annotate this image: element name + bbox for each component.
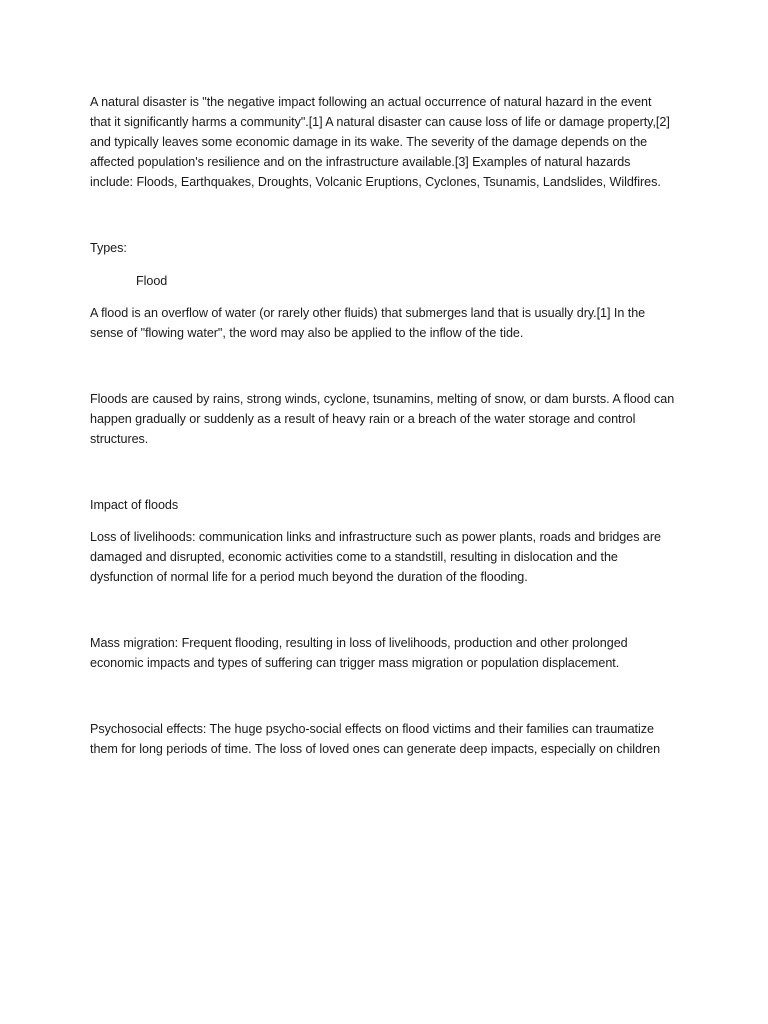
document-body bbox=[90, 92, 675, 759]
impact-psychosocial-paragraph: Psychosocial effects: The huge psycho-social effects on flood victims and their families can traumatize them for long periods of time. The loss of loved ones can generate deep impacts, especially on children bbox=[90, 722, 661, 756]
intro-paragraph: A natural disaster is "the negative impact following an actual occurrence of natural hazard in the event that it significantly harms a community".[1] A natural disaster can cause loss of life or damage property,[2] and typically leaves some economic damage in its wake. The severity of the damage depends on the affected population's resilience and on the infrastructure available.[3] Examples of natural hazards include: Floods, Earthquakes, Droughts, Volcanic Eruptions, Cyclones, Tsunamis, Landslides, Wildfires. bbox=[90, 95, 670, 189]
impact-heading: Impact of floods bbox=[90, 498, 179, 512]
flood-causes-paragraph: Floods are caused by rains, strong winds, cyclone, tsunamins, melting of snow, or dam bursts. A flood can happen gradually or suddenly as a result of heavy rain or a breach of the water storage and control structures. bbox=[90, 392, 675, 446]
flood-heading: Flood bbox=[136, 274, 168, 288]
types-heading: Types: bbox=[90, 241, 127, 255]
flood-definition-paragraph: A flood is an overflow of water (or rarely other fluids) that submerges land that is usually dry.[1] In the sense of "flowing water", the word may also be applied to the inflow of the tide. bbox=[90, 306, 646, 340]
impact-livelihoods-paragraph: Loss of livelihoods: communication links and infrastructure such as power plants, roads and bridges are damaged and disrupted, economic activities come to a standstill, resulting in dislocation and the dysfunction of normal life for a period much beyond the duration of the flooding. bbox=[90, 530, 661, 584]
impact-migration-paragraph: Mass migration: Frequent flooding, resulting in loss of livelihoods, production and other prolonged economic impacts and types of suffering can trigger mass migration or population displacement. bbox=[90, 636, 628, 670]
